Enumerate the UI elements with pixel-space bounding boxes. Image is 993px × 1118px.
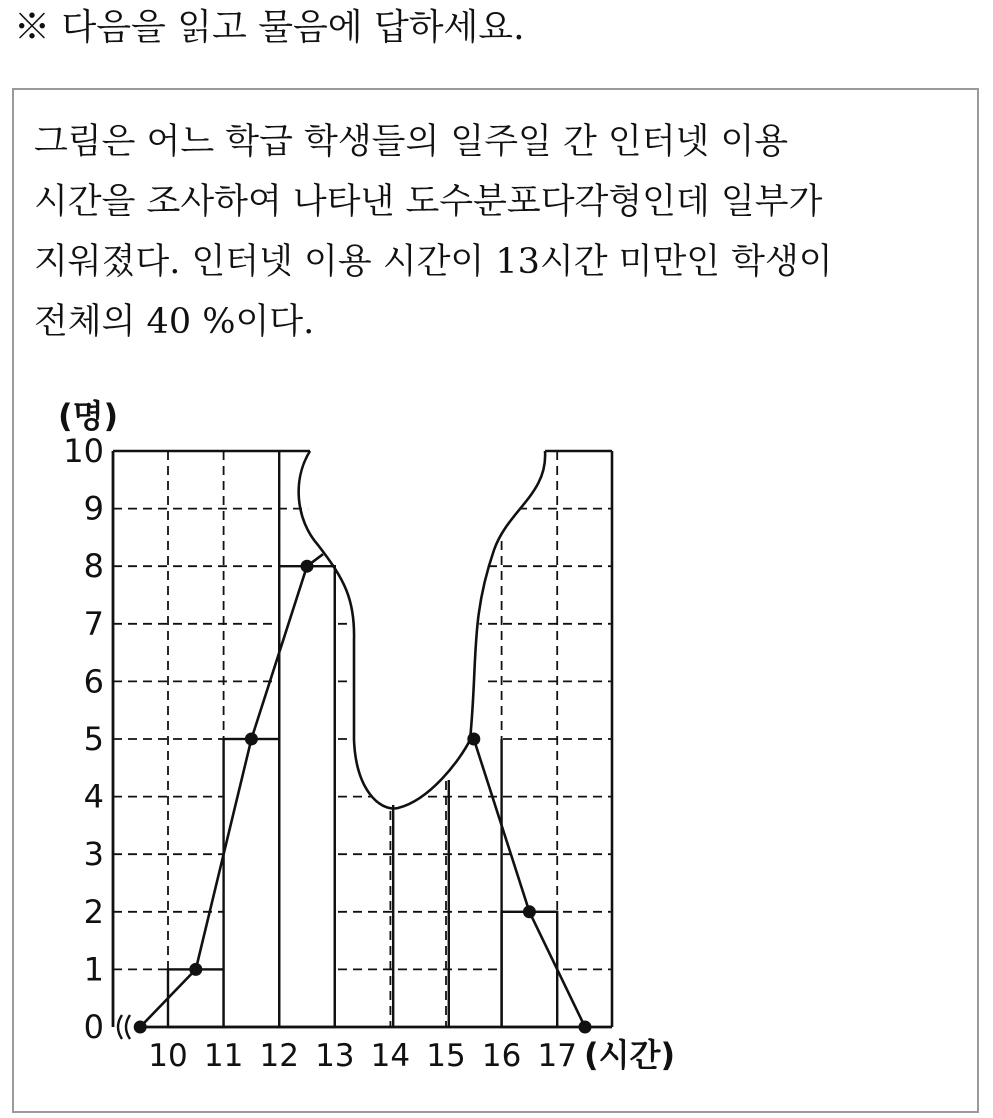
y-tick-label: 10: [63, 432, 104, 470]
y-tick-label: 0: [83, 1008, 104, 1046]
passage-line: 시간을 조사하여 나타낸 도수분포다각형인데 일부가: [34, 182, 823, 222]
polygon-point: [301, 560, 314, 573]
y-tick-label: 8: [83, 547, 104, 586]
polygon-point: [467, 733, 480, 746]
x-tick-label: 16: [481, 1038, 522, 1074]
x-tick-label: 15: [426, 1038, 466, 1074]
y-tick-label: 2: [83, 892, 104, 931]
y-tick-label: 3: [83, 835, 104, 874]
passage-line: 전체의 40 %이다.: [34, 302, 315, 342]
histogram-bar: [168, 969, 224, 1027]
histogram-bar: [279, 566, 335, 1027]
passage-line: 그림은 어느 학급 학생들의 일주일 간 인터넷 이용: [34, 122, 789, 162]
axis-break-icon: [118, 1015, 130, 1039]
x-tick-label: 14: [370, 1038, 411, 1074]
x-tick-label: 17: [537, 1038, 577, 1074]
polygon-point: [245, 733, 258, 746]
y-tick-label: 5: [83, 720, 104, 758]
histogram-bar: [224, 739, 280, 1027]
polygon-point: [523, 905, 536, 918]
chart-labels: [58, 397, 675, 1074]
x-tick-label: 10: [148, 1038, 188, 1074]
y-tick-label: 7: [83, 604, 104, 643]
y-tick-label: 9: [83, 489, 104, 528]
polygon-point: [189, 963, 202, 976]
histogram-bars: [168, 566, 557, 1027]
x-axis-label: (시간): [584, 1036, 676, 1074]
instruction-text: ※ 다음을 읽고 물음에 답하세요.: [14, 7, 525, 48]
y-tick-label: 1: [83, 950, 104, 989]
x-tick-label: 13: [315, 1038, 355, 1074]
y-tick-label: 6: [83, 662, 104, 701]
x-tick-label: 12: [259, 1038, 299, 1074]
x-tick-label: 11: [203, 1038, 244, 1074]
passage-line: 지워졌다. 인터넷 이용 시간이 13시간 미만인 학생이: [34, 242, 833, 282]
histogram-bar: [502, 912, 558, 1027]
y-tick-label: 4: [83, 777, 104, 816]
y-axis-label: (명): [58, 397, 119, 435]
